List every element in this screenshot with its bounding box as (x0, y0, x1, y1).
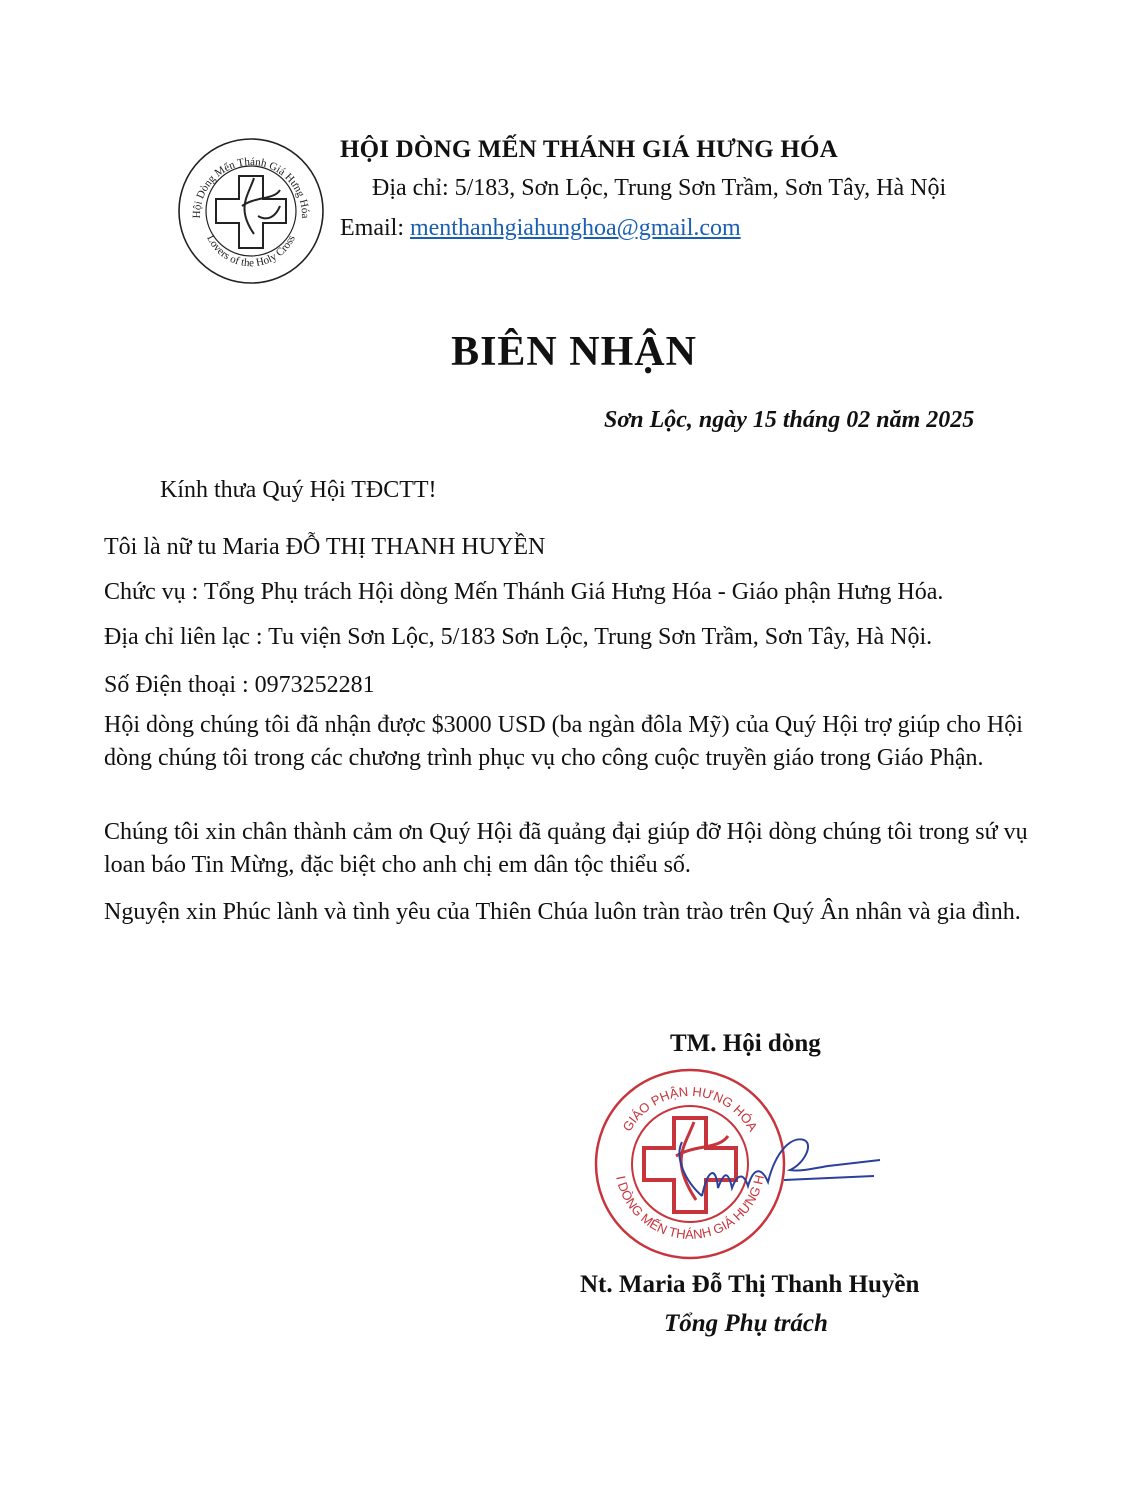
thanks-paragraph: Chúng tôi xin chân thành cảm ơn Quý Hội đã quảng đại giúp đỡ Hội dòng chúng tôi trong sứ vụ loan báo Tin Mừng, đặc biệt cho anh chị em dân tộc thiểu số. (104, 819, 1028, 878)
organization-email (340, 215, 741, 242)
blessing-paragraph: Nguyện xin Phúc lành và tình yêu của Thiên Chúa luôn tràn trào trên Quý Ân nhân và gia đình. (104, 899, 1021, 925)
on-behalf-label: TM. Hội dòng (670, 1030, 821, 1057)
intro-line: Tôi là nữ tu Maria ĐỖ THỊ THANH HUYỀN (104, 534, 546, 560)
phone-line: Số Điện thoại : 0973252281 (104, 672, 375, 698)
email-label: Email: (340, 215, 410, 241)
seal-text-bottom: I DÒNG MẾN THÁNH GIÁ HƯNG H (613, 1173, 768, 1242)
svg-text:Lovers of the Holy Cross (204, 233, 298, 269)
contact-address-line: Địa chỉ liên lạc : Tu viện Sơn Lộc, 5/183 Sơn Lộc, Trung Sơn Trầm, Sơn Tây, Hà Nội. (104, 624, 933, 650)
organization-logo (176, 136, 326, 286)
seal-text-top: GIÁO PHẬN HƯNG HÓA (619, 1083, 761, 1134)
organization-name: HỘI DÒNG MẾN THÁNH GIÁ HƯNG HÓA (340, 136, 838, 163)
document-title: BIÊN NHẬN (451, 329, 697, 375)
logo-text-bottom: Lovers of the Holy Cross (204, 233, 298, 270)
svg-text:GIÁO PHẬN HƯNG HÓA (619, 1084, 760, 1134)
seal-and-signature (578, 1064, 898, 1264)
organization-address: Địa chỉ: 5/183, Sơn Lộc, Trung Sơn Trầm, Sơn Tây, Hà Nội (372, 175, 947, 201)
position-line: Chức vụ : Tổng Phụ trách Hội dòng Mến Thánh Giá Hưng Hóa - Giáo phận Hưng Hóa. (104, 579, 944, 605)
greeting: Kính thưa Quý Hội TĐCTT! (160, 477, 437, 503)
received-paragraph: Hội dòng chúng tôi đã nhận được $3000 USD (ba ngàn đôla Mỹ) của Quý Hội trợ giúp cho Hội dòng chúng tôi trong các chương trình phục vụ cho công cuộc truyền giáo trong Giáo Phận. (104, 712, 1023, 771)
document-date: Sơn Lộc, ngày 15 tháng 02 năm 2025 (604, 407, 975, 433)
email-link[interactable]: menthanhgiahunghoa@gmail.com (409, 215, 741, 241)
signer-role: Tổng Phụ trách (664, 1310, 828, 1337)
signer-name: Nt. Maria Đỗ Thị Thanh Huyền (580, 1271, 920, 1298)
logo-text-top: Hội Dòng Mến Thánh Giá Hưng Hóa (190, 155, 312, 219)
